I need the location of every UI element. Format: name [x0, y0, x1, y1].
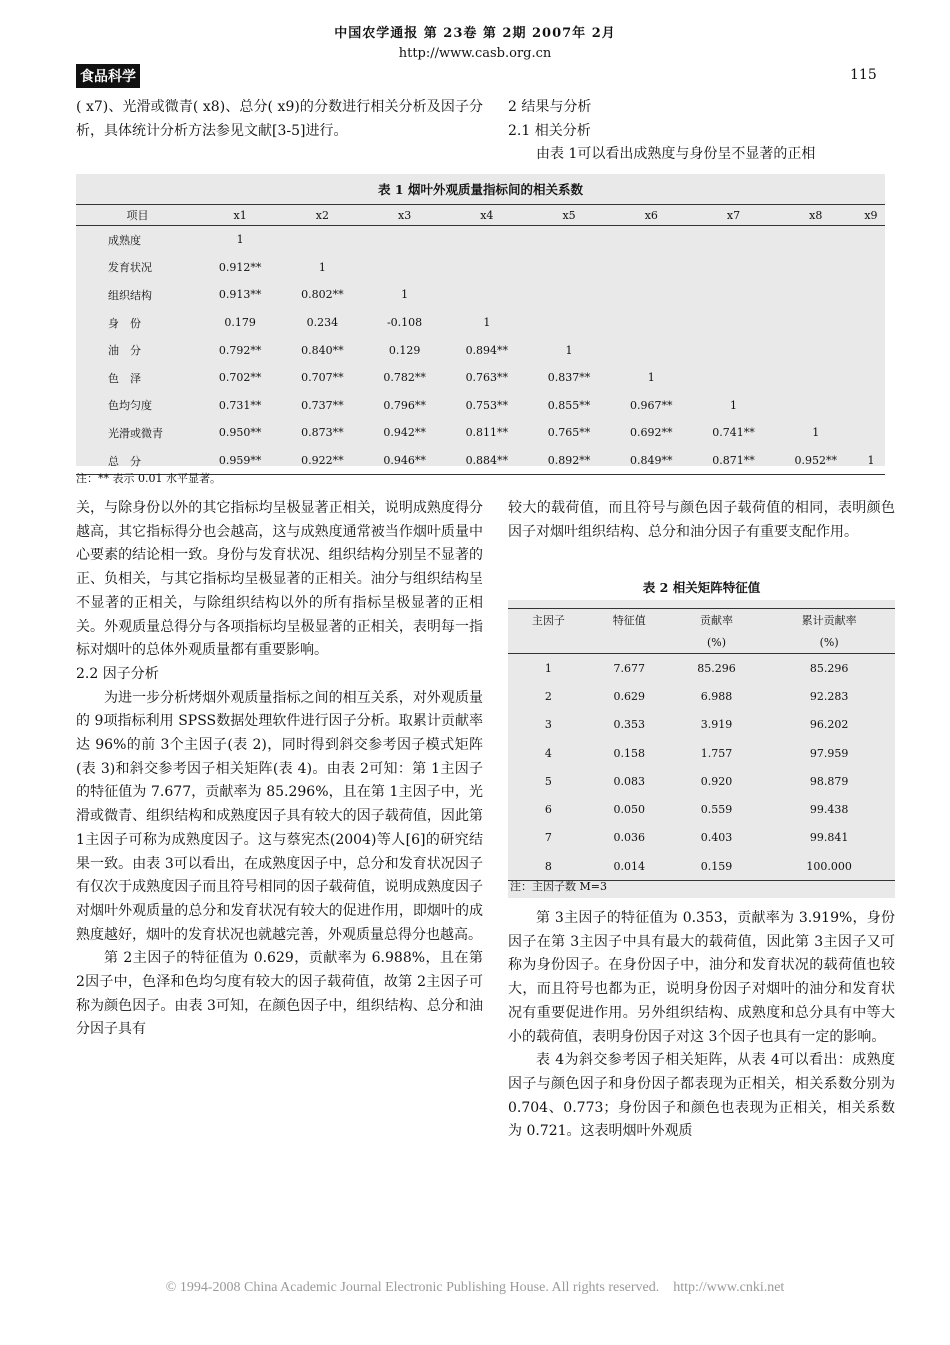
left-body-column — [76, 497, 483, 1042]
table-cell: 85.296 — [809, 661, 849, 675]
table-cell: 1 — [565, 343, 573, 357]
table-cell: 99.438 — [809, 803, 849, 817]
table-cell: 0.792** — [218, 343, 262, 357]
table2-subheader-row — [508, 631, 895, 654]
second-factor-paragraph: 第 2主因子的特征值为 0.629，贡献率为 6.988%，且在第 2因子中，色泽和色均匀度有较大的因子载荷值，故第 2主因子可称为颜色因子。由表 3可知，在颜色因子中，组织结构、总分和油分因子具有 — [76, 950, 483, 1038]
table1-header-cell: 项目 — [76, 205, 199, 226]
table-row — [76, 281, 885, 309]
table-cell — [775, 392, 857, 420]
table-cell — [857, 336, 885, 364]
table-cell: 0.234 — [306, 316, 339, 330]
table-cell: 100.000 — [763, 852, 895, 881]
table-cell — [775, 364, 857, 392]
factor-analysis-paragraph: 为进一步分析烤烟外观质量指标之间的相互关系，对外观质量的 9项指标利用 SPSS数据处理软件进行因子分析。取累计贡献率达 96%的前 3个主因子(表 2)，同时得到斜交参考因子模式矩阵(表 3)和斜交参考因子相关矩阵(表 4)。由表 2可知：第 1主因子的特征值为 7.677，贡献率为 85.296%，且在第 1主因子中，光滑或微青、组织结构和成熟度因子具有较大的因子载荷值，因此第 1主因子可称为成熟度因子。这与蔡宪杰(2004)等人[6]的研究结果一致。由表 3可以看出，在成熟度因子中，总分和发育状况因子有仅次于成熟度因子而且符号相同的因子载荷值，说明成熟度因子对烟叶外观质量的总分和发育状况有较大的促进作用，即烟叶的成熟度越好，烟叶的发育状况也就越完善，外观质量总得分也越高。 — [76, 689, 483, 943]
subsection-heading-correlation: 2.1 相关分析 — [508, 122, 591, 139]
table-cell: 0.802** — [301, 288, 344, 302]
table-cell: 0.942** — [383, 426, 426, 440]
table-cell — [692, 254, 774, 282]
table1-header-cell: x9 — [857, 205, 885, 226]
table-cell — [775, 336, 857, 364]
table-cell: 0.731** — [218, 398, 262, 412]
table1-header-cell: x7 — [692, 205, 774, 226]
table-cell — [610, 226, 692, 254]
right-body-bottom — [508, 907, 895, 1144]
table-row — [508, 654, 895, 683]
table-cell: 0.782** — [383, 371, 426, 385]
table-cell: 92.283 — [809, 689, 849, 703]
table-cell — [610, 254, 692, 282]
table1-header-cell: x1 — [199, 205, 281, 226]
table-cell — [281, 226, 363, 254]
table-cell: 85.296 — [697, 661, 736, 675]
table-row — [508, 767, 895, 795]
table2-header-row — [508, 609, 895, 632]
table-cell: 1 — [236, 233, 244, 247]
table-cell: 0.050 — [613, 803, 646, 817]
table2-note: 注：主因子数 M=3 — [510, 880, 607, 893]
table-cell: 0.083 — [613, 774, 646, 788]
table-cell: 0.892** — [528, 447, 610, 475]
table-cell: 0.014 — [589, 852, 670, 881]
table-cell — [610, 309, 692, 337]
table1-note: 注：** 表示 0.01 水平显著。 — [76, 472, 221, 485]
table1-header-cell: x2 — [281, 205, 363, 226]
table-cell: 1 — [647, 371, 655, 385]
table-cell — [610, 281, 692, 309]
table-cell: 0.159 — [670, 852, 764, 881]
table-row — [76, 226, 885, 254]
table-cell — [692, 364, 774, 392]
section-heading-results: 2 结果与分析 — [508, 99, 592, 115]
table-cell — [528, 281, 610, 309]
section-tag: 食品科学 — [76, 64, 140, 88]
table-cell: 1 — [483, 316, 491, 330]
table-cell — [857, 226, 885, 254]
table-cell: 总 分 — [76, 447, 199, 475]
copyright-footer: © 1994-2008 China Academic Journal Electronic Publishing House. All rights reserved. http://www.cnki.net — [165, 1280, 785, 1295]
table2-body — [508, 654, 895, 881]
table-cell: 色 泽 — [108, 371, 141, 385]
table2-subheader-cell: (%) — [670, 631, 764, 654]
table4-paragraph: 表 4为斜交参考因子相关矩阵，从表 4可以看出：成熟度因子与颜色因子和身份因子都表现为正相关，相关系数分别为 0.704、0.773；身份因子和颜色也表现为正相关，相关系数为 0.721。这表明烟叶外观质 — [508, 1052, 895, 1140]
table-cell: -0.108 — [386, 316, 423, 330]
table-cell — [528, 254, 610, 282]
table-cell: 98.879 — [809, 774, 849, 788]
table-cell: 2 — [544, 689, 552, 703]
table-row — [508, 682, 895, 710]
table-cell: 0.702** — [218, 371, 262, 385]
table-cell: 0.912** — [218, 260, 262, 274]
table-cell — [610, 336, 692, 364]
table-cell — [775, 226, 857, 254]
table-cell: 0.959** — [199, 447, 281, 475]
table-cell: 0.559 — [700, 803, 733, 817]
table-row — [76, 419, 885, 447]
table-cell: 1 — [857, 447, 885, 475]
table-cell: 0.753** — [465, 398, 509, 412]
table-cell: 6 — [544, 803, 552, 817]
table1-header-cell: x5 — [528, 205, 610, 226]
table1-header-cell: x8 — [775, 205, 857, 226]
table-cell — [363, 226, 445, 254]
table-cell: 0.837** — [547, 371, 591, 385]
table2-subheader-cell: (%) — [763, 631, 895, 654]
table-row — [508, 852, 895, 881]
table-cell: 7 — [544, 831, 552, 845]
left-top-block — [76, 96, 483, 143]
table2-subheader-empty — [508, 631, 589, 654]
table-cell: 发育状况 — [108, 261, 152, 275]
table-cell — [775, 254, 857, 282]
table-cell: 99.841 — [809, 831, 849, 845]
table-cell: 色均匀度 — [108, 399, 152, 413]
table-cell: 97.959 — [809, 746, 849, 760]
table-row — [76, 309, 885, 337]
table-cell: 1 — [401, 288, 409, 302]
table-row — [508, 795, 895, 823]
table-cell: 0.946** — [363, 447, 445, 475]
table-row — [76, 336, 885, 364]
table-row — [76, 364, 885, 392]
journal-url: http://www.casb.org.cn — [398, 46, 552, 61]
table-cell — [775, 309, 857, 337]
table-cell — [692, 336, 774, 364]
table-cell: 光滑或微青 — [108, 426, 163, 440]
table-row — [508, 711, 895, 739]
table2-header-cell: 贡献率 — [670, 609, 764, 632]
table-cell — [857, 281, 885, 309]
table-cell: 0.855** — [547, 398, 591, 412]
table-cell: 0.840** — [301, 343, 344, 357]
table-cell — [692, 309, 774, 337]
table-row — [508, 824, 895, 852]
table-cell — [857, 419, 885, 447]
table-cell: 0.950** — [218, 426, 262, 440]
table-cell: 3.919 — [700, 718, 733, 732]
table-cell: 7.677 — [613, 661, 646, 675]
table-row — [76, 254, 885, 282]
table-cell — [857, 254, 885, 282]
table-cell: 油 分 — [108, 344, 141, 358]
table-cell: 0.952** — [775, 447, 857, 475]
table-row — [76, 392, 885, 420]
table-cell: 1.757 — [700, 746, 733, 760]
table-cell: 1 — [544, 661, 552, 675]
table-cell: 8 — [508, 852, 589, 881]
table-cell: 96.202 — [809, 718, 849, 732]
table-cell: 0.036 — [613, 831, 646, 845]
table-cell: 成熟度 — [108, 233, 141, 247]
table-cell: 0.353 — [613, 718, 646, 732]
table-cell: 0.913** — [218, 288, 262, 302]
table-cell: 0.403 — [700, 831, 733, 845]
methods-paragraph: ( x7)、光滑或微青( x8)、总分( x9)的分数进行相关分析及因子分析，具体统计分析方法参见文献[3-5]进行。 — [76, 99, 483, 139]
table-cell: 1 — [730, 398, 738, 412]
table-cell: 0.894** — [465, 343, 509, 357]
table-cell — [857, 364, 885, 392]
table-cell: 0.871** — [692, 447, 774, 475]
table-cell — [692, 281, 774, 309]
table-cell — [692, 226, 774, 254]
subsection-heading-factor: 2.2 因子分析 — [76, 665, 159, 682]
table-cell: 0.920 — [700, 774, 733, 788]
table-cell: 4 — [544, 746, 552, 760]
table-cell: 0.796** — [383, 398, 426, 412]
table-cell — [775, 281, 857, 309]
journal-header: 中国农学通报 第 23卷 第 2期 2007年 2月 — [334, 26, 616, 41]
table-cell — [446, 281, 528, 309]
table-cell — [446, 226, 528, 254]
table2-header-cell: 特征值 — [589, 609, 670, 632]
table-cell: 0.849** — [610, 447, 692, 475]
table2-title: 表 2 相关矩阵特征值 — [642, 580, 761, 595]
table2-header-cell: 主因子 — [508, 609, 589, 632]
table1-header-cell: x4 — [446, 205, 528, 226]
correlation-intro: 由表 1可以看出成熟度与身份呈不显著的正相 — [536, 146, 816, 163]
table2-subheader-empty — [589, 631, 670, 654]
table-cell: 0.967** — [630, 398, 673, 412]
table-cell: 0.179 — [224, 316, 256, 330]
table-cell: 0.763** — [465, 371, 509, 385]
table-row — [508, 739, 895, 767]
table-cell: 0.741** — [712, 426, 755, 440]
table-cell: 0.922** — [281, 447, 363, 475]
table1-header-cell: x6 — [610, 205, 692, 226]
table-cell: 6.988 — [700, 689, 733, 703]
table-cell: 0.629 — [613, 689, 646, 703]
table-cell: 0.158 — [613, 746, 646, 760]
table-cell: 0.873** — [301, 426, 344, 440]
table-cell: 0.129 — [388, 343, 421, 357]
table-cell — [857, 392, 885, 420]
table-cell — [446, 254, 528, 282]
page-number: 115 — [850, 67, 877, 83]
right-body-top — [508, 497, 895, 544]
table1-header-row — [76, 205, 885, 226]
table2-header-cell: 累计贡献率 — [763, 609, 895, 632]
table1 — [76, 204, 885, 475]
table-cell: 组织结构 — [108, 288, 152, 302]
table1-header-cell: x3 — [363, 205, 445, 226]
table-cell: 5 — [544, 774, 552, 788]
color-factor-continuation: 较大的载荷值，而且符号与颜色因子载荷值的相同，表明颜色因子对烟叶组织结构、总分和油分因子有重要支配作用。 — [508, 500, 895, 540]
table-cell — [528, 309, 610, 337]
table-cell — [528, 226, 610, 254]
table-cell: 0.811** — [465, 426, 509, 440]
table-cell: 1 — [318, 260, 326, 274]
right-top-block — [508, 96, 895, 167]
table-cell — [363, 254, 445, 282]
table-cell: 身 份 — [108, 316, 141, 330]
table-cell — [857, 309, 885, 337]
table-cell: 0.884** — [446, 447, 528, 475]
table-cell: 0.707** — [301, 371, 344, 385]
table-cell: 0.692** — [630, 426, 673, 440]
table-cell: 0.737** — [301, 398, 344, 412]
table1-title: 表 1 烟叶外观质量指标间的相关系数 — [378, 182, 583, 197]
table-cell: 0.765** — [547, 426, 591, 440]
third-factor-paragraph: 第 3主因子的特征值为 0.353，贡献率为 3.919%，身份因子在第 3主因子中具有最大的载荷值，因此第 3主因子又可称为身份因子。在身份因子中，油分和发育状况的载荷值也较大，而且符号也都为正，说明身份因子对烟叶的油分和发育状况有重要促进作用。另外组织结构、成熟度和总分具有中等大小的载荷值，表明身份因子对这 3个因子也具有一定的影响。 — [508, 910, 895, 1045]
table2 — [508, 608, 895, 881]
table-cell: 1 — [812, 426, 820, 440]
table1-body — [76, 226, 885, 475]
table-cell: 3 — [544, 718, 552, 732]
correlation-discussion: 关，与除身份以外的其它指标均呈极显著正相关，说明成熟度得分越高，其它指标得分也会越高，这与成熟度通常被当作烟叶质量中心要素的结论相一致。身份与发育状况、组织结构分别呈不显著的正、负相关，与其它指标均呈极显著的正相关。油分与组织结构呈不显著的正相关，与除组织结构以外的所有指标呈极显著的正相关。外观质量总得分与各项指标均呈极显著的正相关，表明每一指标对烟叶的总体外观质量都有重要影响。 — [76, 500, 483, 659]
